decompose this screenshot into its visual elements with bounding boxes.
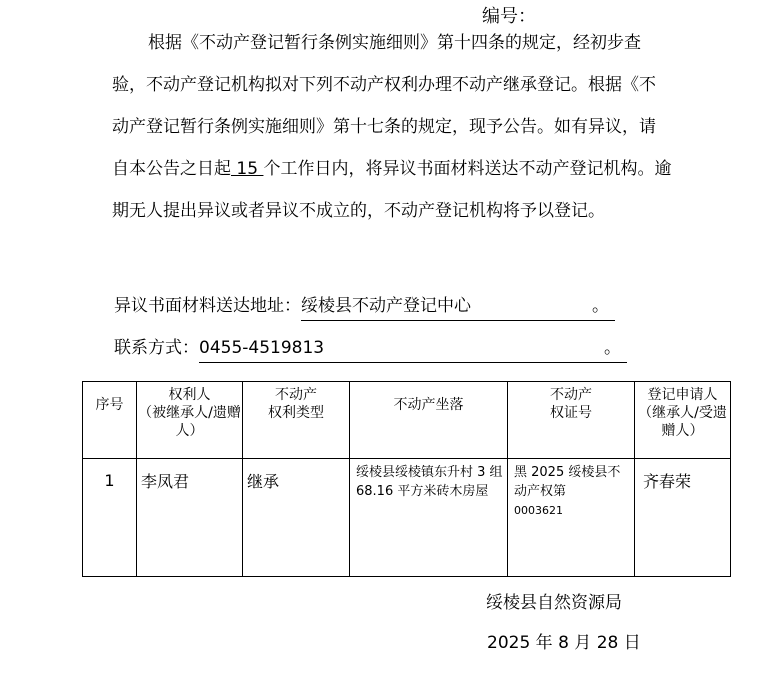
issue-date: 2025 年 8 月 28 日: [487, 633, 641, 653]
notice-text-part1: 根据《不动产登记暂行条例实施细则》第十四条的规定，经初步查验，不动产登记机构拟对下列不动产权利办理不动产继承登记。根据《不动产登记暂行条例实施细则》第十七条的规定，现予公告。如有异议，请自本公告之日起: [112, 33, 656, 179]
address-end: 。: [592, 296, 609, 316]
cell-certificate: [508, 459, 635, 577]
cell-index: 1: [83, 459, 137, 577]
header-index: 序号: [83, 382, 137, 459]
certificate-prefix: 黑 2025 绥棱县不动产权第: [514, 465, 621, 499]
table-row: [83, 459, 731, 577]
header-certificate: 不动产 权证号: [508, 382, 635, 459]
address-label: 异议书面材料送达地址：: [114, 296, 301, 316]
notice-body: [112, 22, 672, 232]
objection-days: 15: [231, 159, 264, 179]
cell-location: 绥棱县绥棱镇东升村 3 组 68.16 平方米砖木房屋: [350, 459, 508, 577]
header-right-type: 不动产 权利类型: [243, 382, 350, 459]
contact-line: [114, 334, 627, 363]
issuer-name: 绥棱县自然资源局: [486, 593, 622, 613]
notice-text-part2: 个工作日内，将异议书面材料送达不动产登记机构。逾期无人提出异议或者异议不成立的，不动产登记机构将予以登记。: [112, 159, 672, 221]
contact-value-box: [199, 334, 627, 363]
header-location: 不动产坐落: [350, 382, 508, 459]
contact-phone: 0455-4519813: [199, 338, 325, 358]
cell-applicant: 齐春荣: [635, 459, 731, 577]
cell-holder: 李凤君: [137, 459, 243, 577]
address-value-box: [301, 292, 615, 321]
contact-label: 联系方式：: [114, 338, 199, 358]
header-holder: 权利人 （被继承人/遗赠人）: [137, 382, 243, 459]
table-header-row: [83, 382, 731, 459]
header-applicant: 登记申请人 （继承人/受遗赠人）: [635, 382, 731, 459]
contact-end: 。: [604, 338, 621, 358]
registration-table: [82, 381, 731, 577]
serial-number-label: 编号：: [482, 6, 536, 27]
certificate-number: 0003621: [514, 504, 563, 517]
address-value: 绥棱县不动产登记中心: [301, 296, 471, 316]
address-line: [114, 292, 615, 321]
cell-right-type: 继承: [243, 459, 350, 577]
